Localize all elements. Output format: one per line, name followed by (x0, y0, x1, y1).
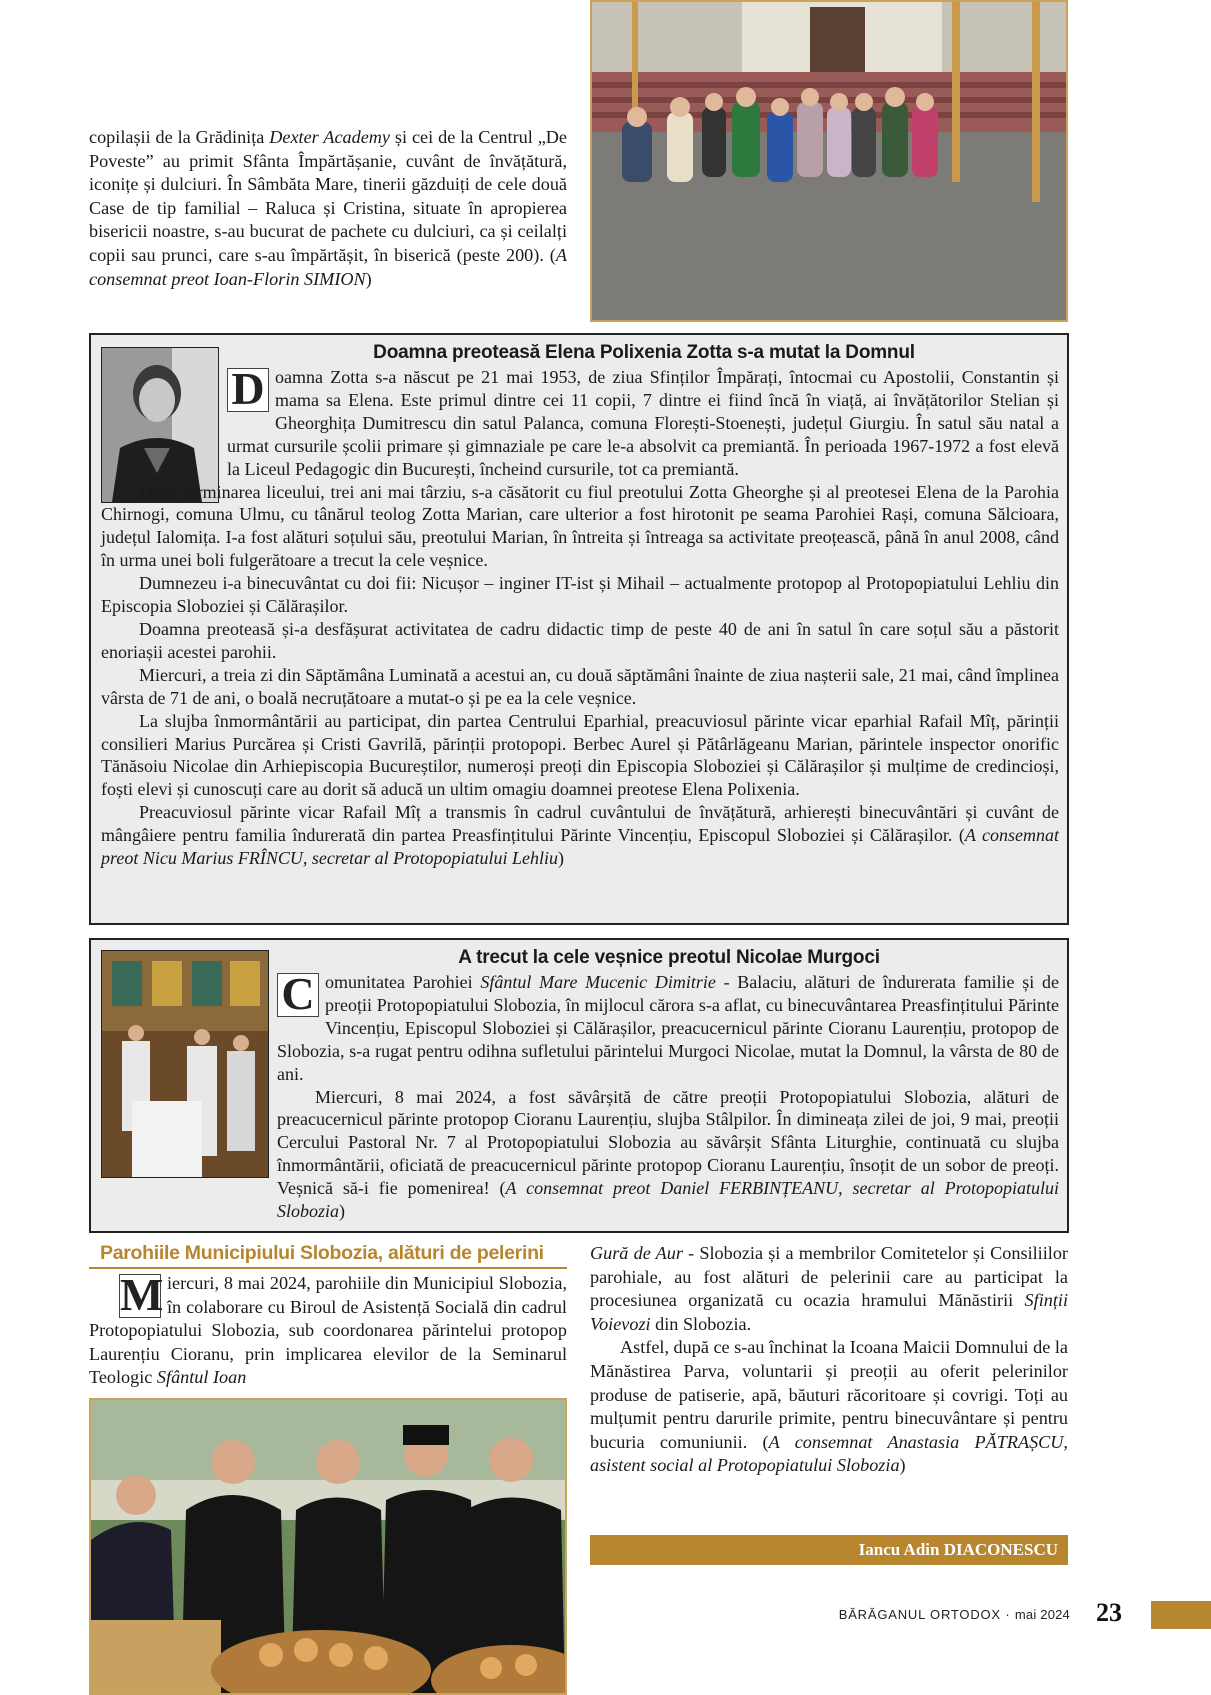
page-number: 23 (1096, 1598, 1122, 1627)
footer-publication (830, 1607, 1070, 1622)
dropcap-c: C (277, 973, 319, 1017)
publication-name: BĂRĂGANUL ORTODOX (838, 1607, 1001, 1622)
obituary-box-murgoci (89, 938, 1069, 1233)
priests-illustration (91, 1400, 565, 1695)
author-name: Iancu Adin DIACONESCU (858, 1540, 1058, 1559)
dropcap-m: M (120, 1269, 164, 1320)
footer-gold-tab (1151, 1601, 1211, 1629)
footer-separator: · (1005, 1607, 1011, 1622)
author-bar (590, 1535, 1068, 1565)
priests-pilgrims-photo (89, 1398, 567, 1695)
article3-left-text: M iercuri, 8 mai 2024, parohiile din Municipiul Slobozia, în colaborare cu Biroul de Asistență Socială din cadrul Protopopiatului Slobozia, sub coordonarea părintelui protopop Laurențiu Cioranu, prin implicarea elevilor de la Seminarul Teologic Sfântul Ioan (89, 1269, 567, 1388)
top-article-text: copilașii de la Grădinița Dexter Academy și cei de la Centrul „De Poveste” au primit Sfânta Împărtășanie, cuvânt de învățătură, iconițe și dulciuri. În Sâmbăta Mare, tinerii găzduiți de cele două Case de tip familial – Raluca și Cristina, situate în apropierea bisericii noastre, s-au bucurat de pachete cu dulciuri, ca și ceilalți copii sau prunci, care s-au împărtășit, în biserică (peste 200). (A consemnat preot Ioan-Florin SIMION) (89, 127, 567, 289)
article3-right-text: Gură de Aur - Slobozia și a membrilor Comitetelor și Consiliilor parohiale, au fost alături de pelerinii care au participat la procesiunea organizată cu ocazia hramului Mănăstirii Sfinții Voievozi din Slobozia. Astfel, după ce s-au închinat la Icoana Maicii Domnului de la Mănăstirea Parva, voluntarii și preoții au oferit pelerinilor produse de patiserie, apă, băuturi răcoritoare și covrigi. Toți au mulțumit pentru darurile primite, pentru binecuvântare și pentru bucuria comuniunii. (A consemnat Anastasia PĂTRAȘCU, asistent social al Protopopiatului Slobozia) (590, 1243, 1068, 1476)
box2-body: C omunitatea Parohiei Sfântul Mare Mucenic Dimitrie - Balaciu, alături de îndurerata familie și de preoții Protopopiatului Slobozia, în mijlocul cărora s-a aflat, cu binecuvântarea Preasfințitului Părinte Vincențiu, Episcopul Sloboziei și Călărașilor, preacucernicul părinte Cioranu Laurențiu, protopop de Slobozia, s-a rugat pentru odihna sufletului părintelui Murgoci Nicolae, mutat la Domnul, la vârsta de 80 de ani. Miercuri, 8 mai 2024, a fost săvârșită de către preoții Protopopiatului Slobozia, alături de preacucernicul părinte protopop Cioranu Laurențiu, slujba Stâlpilor. În dimineața zilei de joi, 9 mai, preoții Cercului Pastoral Nr. 7 al Protopopiatului Slobozia au săvârșit Sfânta Liturghie, continuată cu slujba înmormântării, oficiată de preacucernicul părinte protopop Cioranu Laurențiu, însoțit de un sobor de preoți. Veșnică să-i fie pomenirea! (A consemnat preot Daniel FERBINȚEANU, secretar al Protopopiatului Slobozia) (277, 968, 1059, 1222)
box1-body: D oamna Zotta s-a născut pe 21 mai 1953, de ziua Sfinților Împărați, întocmai cu Apostolii, Constantin și mama sa Elena. Este primul dintre cei 11 copii, 7 dintre ei fiind încă în viață, ai învățătorilor Stelian și Gheorghița Dumitrescu din satul Palanca, comuna Florești-Stoenești, județul Giurgiu. În satul său natal a urmat cursurile școlii primare și gimnaziale pe care le-a absolvit ca premiantă. În perioada 1967-1972 a fost elevă la Liceul Pedagogic din București, încheind cursurile, tot ca premiantă. După terminarea liceului, trei ani mai târziu, s-a căsătorit cu fiul preotului Zotta Gheorghe și al preotesei Elena de la Parohia Chirnogi, comuna Ulmu, cu tânărul teolog Zotta Marian, care ulterior a fost hirotonit pe seama Parohiei Rași, comuna Sălcioara, județul Ialomița. I-a fost alături soțului său, preotului Marian, în întreita și întreaga sa activitate preoțească, până în anul 2008, când în urma unei boli fulgerătoare a trecut la cele veșnice. Dumnezeu i-a binecuvântat cu doi fii: Nicușor – inginer IT-ist și Mihail – actualmente protopop al Protopopiatului Lehliu din Episcopia Sloboziei și Călărașilor. Doamna preoteasă și-a desfășurat activitatea de cadru didactic timp de peste 40 de ani în satul în care soțul său a păstorit enoriașii acestei parohii. Miercuri, a treia zi din Săptămâna Luminată a acestui an, cu două săptămâni înainte de ziua nașterii sale, 21 mai, când împlinea vârsta de 71 de ani, o boală necruțătoare a mutat-o și pe ea la cele veșnice. La slujba înmormântării au participat, din partea Centrului Eparhial, preacuviosul părinte vicar eparhial Rafail Mîț, părinții consilieri Marius Purcărea și Cristi Gavrilă, părinții protopopi. Berbec Aurel și Pătârlăgeanu Marian, părintele inspector onorific Tănăsoiu Nicolae din Arhiepiscopia Bucureștilor, numeroși preoți din Episcopia Sloboziei și Călărașilor și mulțime de credincioși, foști elevi și cunoscuți care au dorit să aducă un ultim omagiu doamnei preotese Elena Polixenia. Preacuviosul părinte vicar Rafail Mîț a transmis în cadrul cuvântului de învățătură, arhierești binecuvântări și cuvânt de mângâiere pentru familia îndurerată din partea Preasfințitului Părinte Vincențiu, Episcopul Sloboziei și Călărașilor. (A consemnat preot Nicu Marius FRÎNCU, secretar al Protopopiatului Lehliu) (101, 363, 1059, 869)
dropcap-d: D (227, 368, 269, 412)
obituary-box-zotta (89, 333, 1069, 925)
article3-title: Parohiile Municipiului Slobozia, alături de pelerini (100, 1242, 544, 1264)
children-church-photo (590, 0, 1068, 322)
box2-title: A trecut la cele veșnice preotul Nicolae Murgoci (458, 947, 880, 968)
box1-title: Doamna preoteasă Elena Polixenia Zotta s-a mutat la Domnul (373, 342, 915, 363)
children-church-illustration (592, 2, 1066, 320)
publication-date: mai 2024 (1014, 1607, 1070, 1622)
